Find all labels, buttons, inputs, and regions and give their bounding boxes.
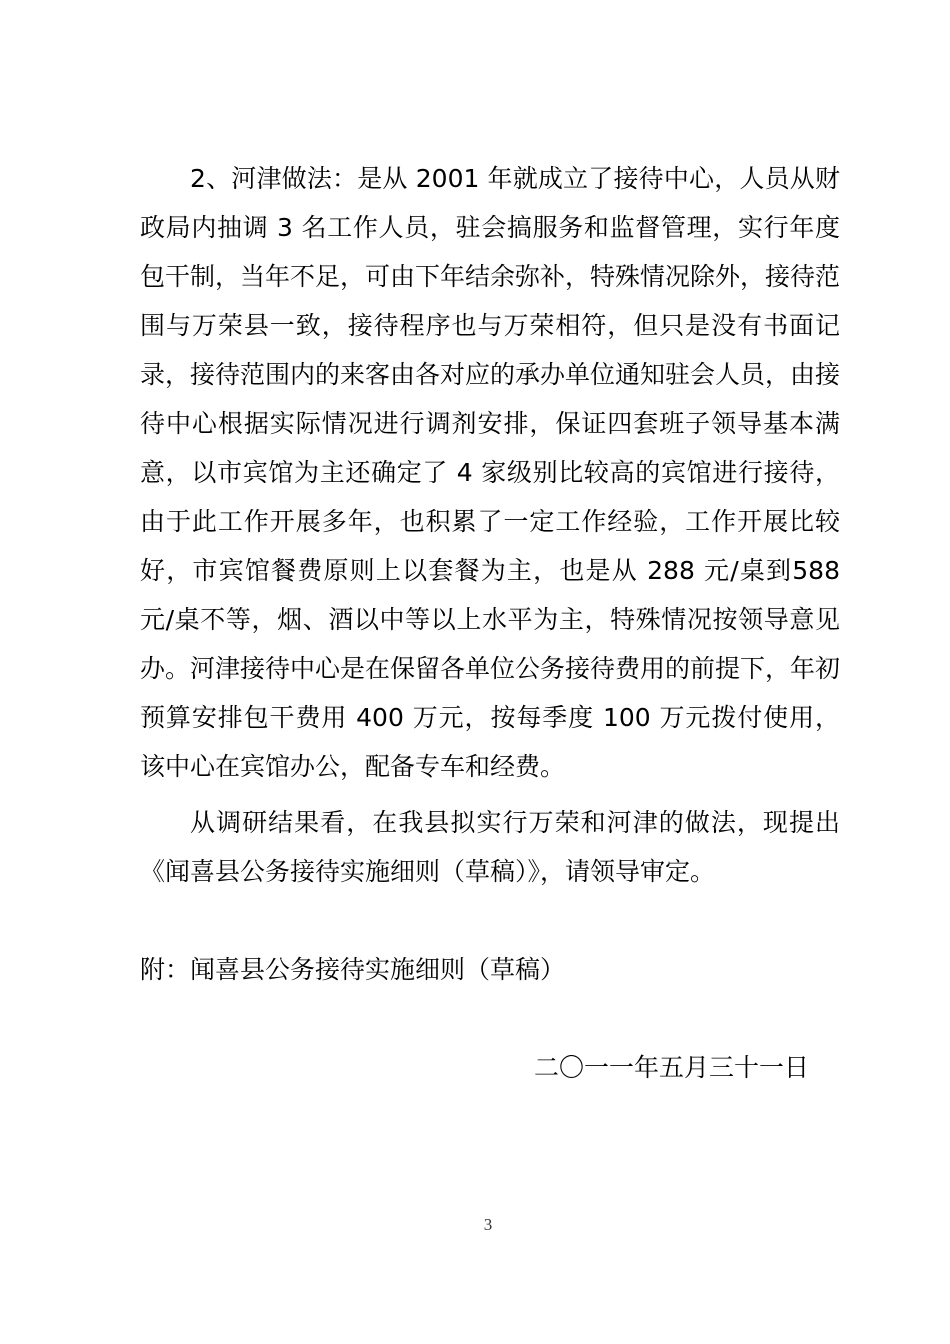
paragraph-hejin-practice: 2、河津做法：是从 2001 年就成立了接待中心，人员从财政局内抽调 3 名工作人员，驻会搞服务和监督管理，实行年度包干制，当年不足，可由下年结余弥补，特殊情况除外，接待范围与万荣县一致，接待程序也与万荣相符，但只是没有书面记录，接待范围内的来客由各对应的承办单位通知驻会人员，由接待中心根据实际情况进行调剂安排，保证四套班子领导基本满意，以市宾馆为主还确定了 4 家级别比较高的宾馆进行接待，由于此工作开展多年，也积累了一定工作经验，工作开展比较好，市宾馆餐费原则上以套餐为主，也是从 288 元/桌到588 元/桌不等，烟、酒以中等以上水平为主，特殊情况按领导意见办。河津接待中心是在保留各单位公务接待费用的前提下，年初预算安排包干费用 400 万元，按每季度 100 万元拨付使用，该中心在宾馆办公，配备专车和经费。 <box>140 164 841 781</box>
document-date: 二〇一一年五月三十一日 <box>534 1053 810 1082</box>
attachment-line: 附：闻喜县公务接待实施细则（草稿） <box>140 955 566 984</box>
page-number: 3 <box>483 1215 493 1234</box>
paragraph-research-conclusion: 从调研结果看，在我县拟实行万荣和河津的做法，现提出《闻喜县公务接待实施细则（草稿）》，请领导审定。 <box>140 808 840 886</box>
